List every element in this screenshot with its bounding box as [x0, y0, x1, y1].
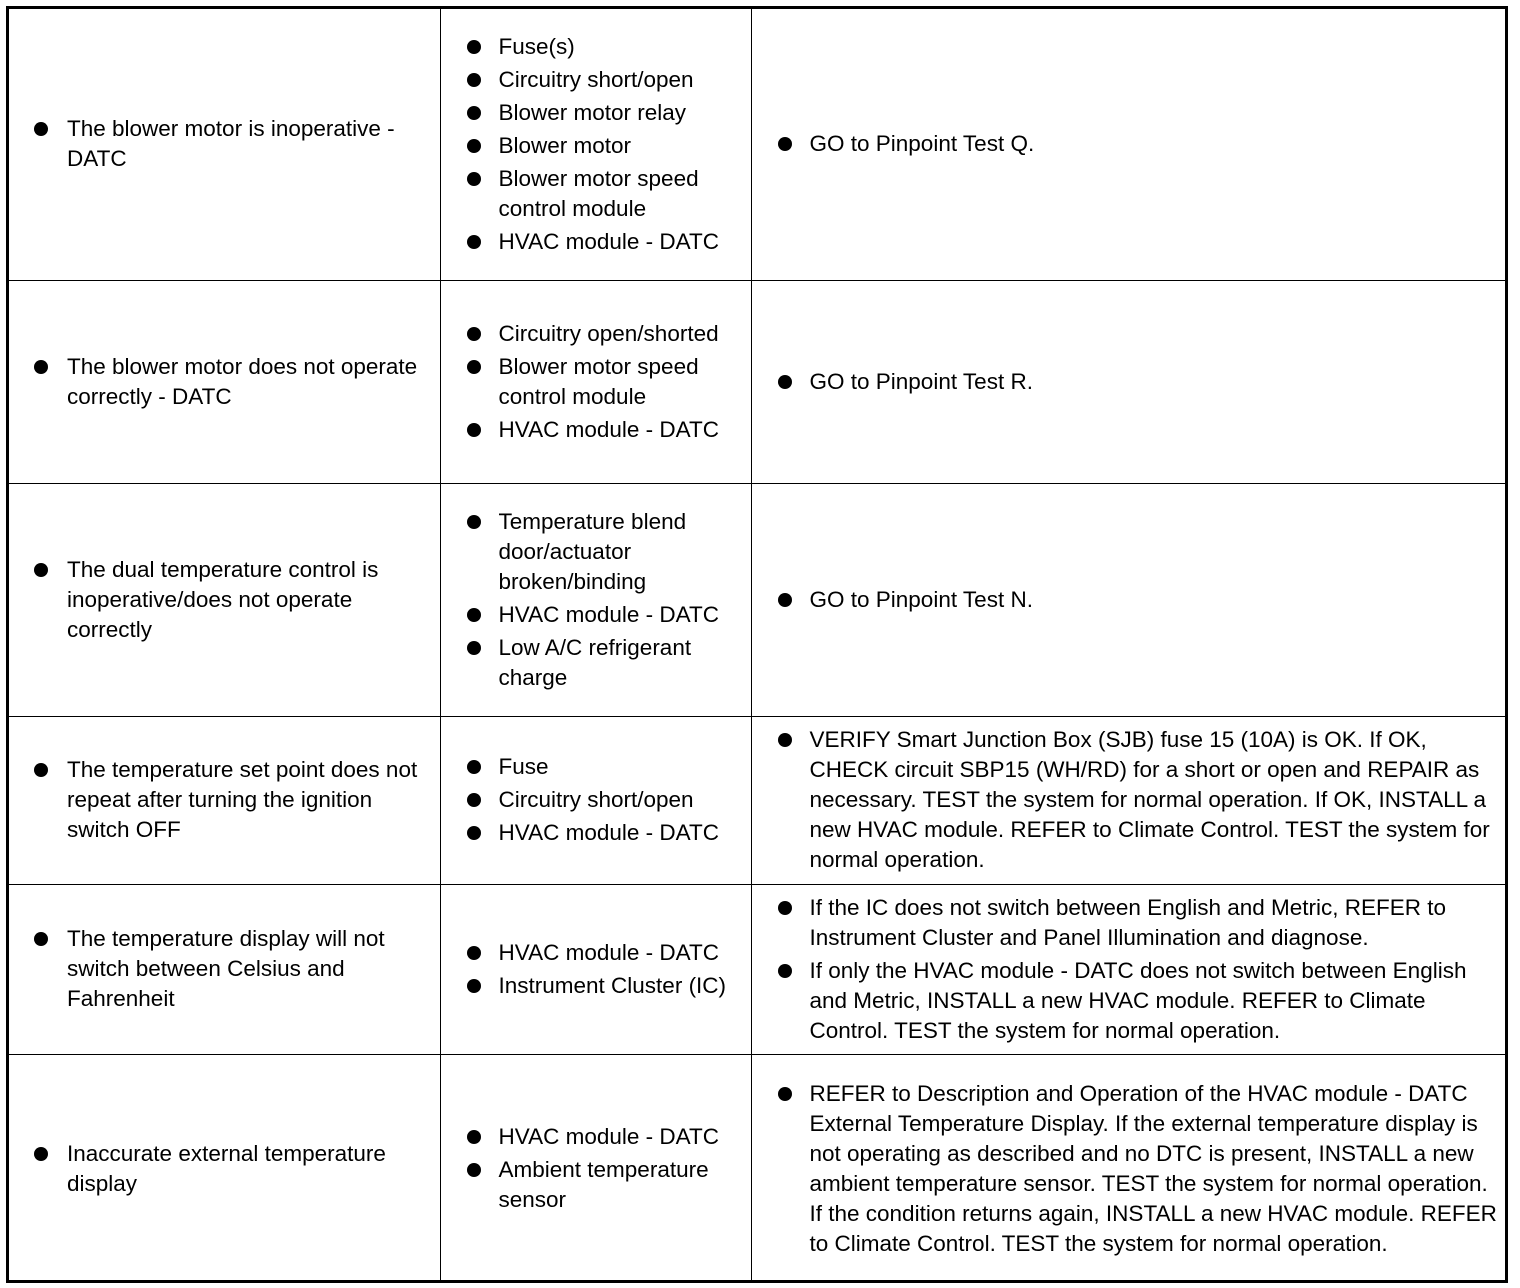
bullet-icon: [467, 423, 481, 437]
action-cell: [751, 1054, 1505, 1283]
action-text: GO to Pinpoint Test N.: [809, 586, 1033, 612]
action-list: [752, 893, 1500, 1046]
bullet-icon: [467, 760, 481, 774]
condition-cell: [9, 716, 440, 884]
condition-text: Inaccurate external temperature display: [67, 1140, 386, 1196]
cause-item: [441, 319, 745, 349]
cause-text: HVAC module - DATC: [498, 416, 719, 442]
cause-text: Fuse(s): [498, 33, 575, 59]
cause-text: Circuitry short/open: [498, 787, 694, 812]
condition-list: [9, 755, 434, 845]
bullet-icon: [467, 793, 481, 807]
bullet-icon: [467, 73, 481, 87]
cause-item: [441, 227, 745, 257]
cause-item: [441, 507, 745, 597]
action-text: VERIFY Smart Junction Box (SJB) fuse 15 (10A) is OK. If OK, CHECK circuit SBP15 (WH/RD) for a short or open and REPAIR as necessary. TEST the system for normal operation. If OK, INSTALL a new HVAC module. REFER to Climate Control. TEST the system for normal operation.: [809, 727, 1490, 872]
condition-list: [9, 1139, 434, 1199]
cause-cell: [440, 1054, 751, 1283]
condition-item: [9, 555, 434, 645]
cause-text: Blower motor: [498, 132, 632, 158]
action-item: [752, 585, 1500, 615]
action-list: [752, 1079, 1500, 1259]
cause-list: [441, 752, 745, 848]
condition-list: [9, 555, 434, 645]
cause-item: [441, 633, 745, 693]
bullet-icon: [34, 932, 48, 946]
condition-item: [9, 352, 434, 412]
bullet-icon: [34, 1147, 48, 1161]
cause-text: Fuse: [498, 754, 549, 779]
cause-item: [441, 938, 745, 968]
cause-cell: [440, 884, 751, 1054]
bullet-icon: [467, 826, 481, 840]
action-item: [752, 1079, 1500, 1259]
symptom-table: [9, 9, 1505, 1283]
bullet-icon: [467, 979, 481, 993]
bullet-icon: [467, 327, 481, 341]
cause-item: [441, 32, 745, 62]
cause-item: [441, 971, 745, 1001]
cause-cell: [440, 716, 751, 884]
cause-text: Circuitry short/open: [498, 66, 694, 92]
table-row: [9, 1054, 1505, 1283]
condition-item: [9, 114, 434, 174]
bullet-icon: [467, 139, 481, 153]
bullet-icon: [467, 946, 481, 960]
cause-text: Blower motor relay: [498, 99, 687, 125]
cause-item: [441, 164, 745, 224]
cause-text: HVAC module - DATC: [498, 939, 719, 965]
bullet-icon: [467, 172, 481, 186]
cause-text: Low A/C refrigerant charge: [498, 634, 692, 690]
bullet-icon: [467, 360, 481, 374]
cause-cell: [440, 483, 751, 716]
action-text: GO to Pinpoint Test R.: [809, 368, 1033, 394]
cause-text: HVAC module - DATC: [498, 820, 719, 845]
bullet-icon: [778, 1087, 792, 1101]
condition-item: [9, 1139, 434, 1199]
cause-list: [441, 1122, 745, 1215]
action-list: [752, 585, 1500, 615]
bullet-icon: [467, 235, 481, 249]
table-row: [9, 280, 1505, 483]
bullet-icon: [778, 964, 792, 978]
cause-text: HVAC module - DATC: [498, 601, 719, 627]
action-item: [752, 367, 1500, 397]
cause-item: [441, 600, 745, 630]
bullet-icon: [778, 901, 792, 915]
cause-text: Blower motor speed control module: [498, 165, 699, 221]
condition-text: The temperature set point does not repeat after turning the ignition switch OFF: [67, 757, 418, 842]
bullet-icon: [34, 122, 48, 136]
action-cell: [751, 884, 1505, 1054]
bullet-icon: [34, 763, 48, 777]
condition-text: The blower motor does not operate correctly - DATC: [67, 353, 418, 409]
condition-item: [9, 755, 434, 845]
cause-text: Instrument Cluster (IC): [498, 972, 727, 998]
cause-text: Blower motor speed control module: [498, 353, 699, 409]
symptom-chart: [6, 6, 1508, 1283]
cause-text: Ambient temperature sensor: [498, 1157, 709, 1213]
cause-list: [441, 507, 745, 693]
condition-list: [9, 352, 434, 412]
action-item: [752, 893, 1500, 953]
cause-item: [441, 352, 745, 412]
cause-item: [441, 131, 745, 161]
bullet-icon: [778, 137, 792, 151]
cause-item: [441, 785, 745, 815]
cause-list: [441, 319, 745, 445]
table-row: [9, 9, 1505, 280]
action-list: [752, 367, 1500, 397]
condition-cell: [9, 280, 440, 483]
action-item: [752, 129, 1500, 159]
action-cell: [751, 483, 1505, 716]
condition-item: [9, 924, 434, 1014]
cause-list: [441, 32, 745, 257]
bullet-icon: [467, 608, 481, 622]
bullet-icon: [467, 515, 481, 529]
bullet-icon: [778, 733, 792, 747]
table-row: [9, 483, 1505, 716]
bullet-icon: [778, 593, 792, 607]
condition-text: The temperature display will not switch between Celsius and Fahrenheit: [67, 926, 385, 1011]
action-cell: [751, 716, 1505, 884]
action-text: REFER to Description and Operation of the HVAC module - DATC External Temperature Display. If the external temperature display is not operating as described and no DTC is present, INSTALL a new ambient temperature sensor. TEST the system for normal operation. If the condition returns again, INSTALL a new HVAC module. REFER to Climate Control. TEST the system for normal operation.: [809, 1080, 1497, 1256]
cause-item: [441, 752, 745, 782]
condition-list: [9, 114, 434, 174]
bullet-icon: [34, 360, 48, 374]
condition-text: The dual temperature control is inoperative/does not operate correctly: [67, 556, 379, 642]
bullet-icon: [467, 106, 481, 120]
bullet-icon: [34, 563, 48, 577]
cause-item: [441, 415, 745, 445]
action-text: If only the HVAC module - DATC does not switch between English and Metric, INSTALL a new HVAC module. REFER to Climate Control. TEST the system for normal operation.: [809, 957, 1467, 1043]
cause-text: Circuitry open/shorted: [498, 320, 719, 346]
cause-text: Temperature blend door/actuator broken/binding: [498, 508, 687, 594]
cause-cell: [440, 280, 751, 483]
cause-text: HVAC module - DATC: [498, 228, 719, 254]
bullet-icon: [467, 1163, 481, 1177]
cause-item: [441, 1155, 745, 1215]
bullet-icon: [467, 641, 481, 655]
action-cell: [751, 280, 1505, 483]
cause-text: HVAC module - DATC: [498, 1124, 719, 1150]
action-cell: [751, 9, 1505, 280]
condition-list: [9, 924, 434, 1014]
condition-cell: [9, 1054, 440, 1283]
action-text: If the IC does not switch between English and Metric, REFER to Instrument Cluster and Panel Illumination and diagnose.: [809, 894, 1447, 950]
action-text: GO to Pinpoint Test Q.: [809, 131, 1035, 157]
cause-item: [441, 1122, 745, 1152]
condition-cell: [9, 884, 440, 1054]
bullet-icon: [467, 40, 481, 54]
cause-item: [441, 65, 745, 95]
action-item: [752, 956, 1500, 1046]
condition-cell: [9, 483, 440, 716]
condition-text: The blower motor is inoperative - DATC: [67, 116, 395, 172]
condition-cell: [9, 9, 440, 280]
cause-list: [441, 938, 745, 1001]
action-item: [752, 725, 1500, 875]
bullet-icon: [778, 375, 792, 389]
action-list: [752, 725, 1500, 875]
cause-cell: [440, 9, 751, 280]
symptom-table-body: [9, 9, 1505, 1283]
cause-item: [441, 818, 745, 848]
table-row: [9, 884, 1505, 1054]
action-list: [752, 129, 1500, 159]
table-row: [9, 716, 1505, 884]
bullet-icon: [467, 1130, 481, 1144]
cause-item: [441, 98, 745, 128]
